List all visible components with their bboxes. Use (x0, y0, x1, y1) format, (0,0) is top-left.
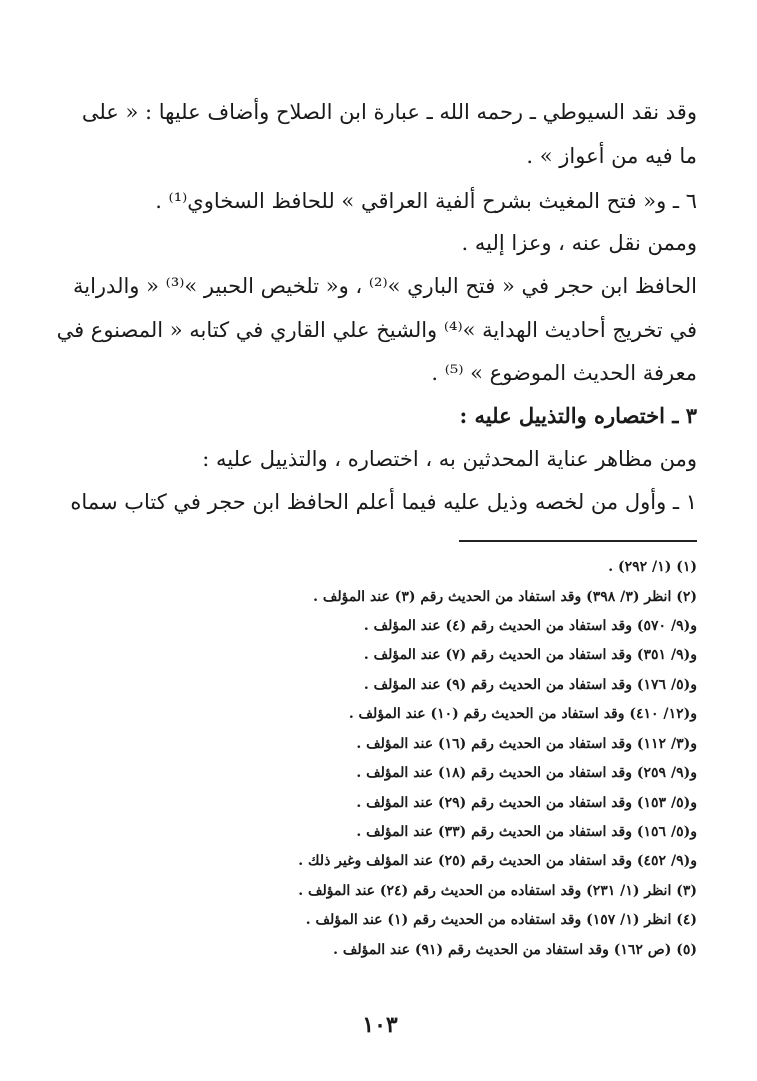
body-line-2: ما فيه من أعواز » . (526, 144, 697, 168)
page-number: ١٠٣ (362, 1012, 398, 1038)
body-line-9: ومن مظاهر عناية المحدثين به ، اختصاره ، والتذييل عليه : (202, 447, 697, 471)
footnote-line: (٥) (ص ١٦٢) وقد استفاد من الحديث رقم (٩١) عند المؤلف . (333, 942, 697, 958)
body-line-5: الحافظ ابن حجر في « فتح الباري »⁽²⁾ ، و« تلخيص الحبير »⁽³⁾ « والدراية (72, 274, 697, 298)
footnote-line: و(٩/ ٢٥٩) وقد استفاد من الحديث رقم (١٨) عند المؤلف . (356, 765, 697, 781)
body-line-10: ١ ـ وأول من لخصه وذيل عليه فيما أعلم الحافظ ابن حجر في كتاب سماه (70, 490, 697, 514)
body-line-1: وقد نقد السيوطي ـ رحمه الله ـ عبارة ابن الصلاح وأضاف عليها : « على (81, 100, 697, 124)
body-line-4: وممن نقل عنه ، وعزا إليه . (461, 231, 697, 255)
body-line-7: معرفة الحديث الموضوع » ⁽⁵⁾ . (431, 361, 697, 385)
footnote-line: (١) (١/ ٢٩٢) . (608, 559, 697, 575)
body-line-3: ٦ ـ و« فتح المغيث بشرح ألفية العراقي » للحافظ السخاوي⁽¹⁾ . (155, 189, 697, 213)
footnote-line: و(٩/ ٤٥٢) وقد استفاد من الحديث رقم (٢٥) عند المؤلف وغير ذلك . (298, 853, 697, 869)
footnote-line: و(١٢/ ٤١٠) وقد استفاد من الحديث رقم (١٠) عند المؤلف . (348, 706, 697, 722)
footnote-line: (٤) انظر (١/ ١٥٧) وقد استفاده من الحديث رقم (١) عند المؤلف . (305, 912, 697, 928)
footnote-line: و(٣/ ١١٢) وقد استفاد من الحديث رقم (١٦) عند المؤلف . (356, 736, 697, 752)
footnote-line: (٣) انظر (١/ ٢٣١) وقد استفاده من الحديث رقم (٢٤) عند المؤلف . (298, 883, 697, 899)
footnote-line: (٢) انظر (٣/ ٣٩٨) وقد استفاد من الحديث رقم (٣) عند المؤلف . (313, 589, 697, 605)
footnote-line: و(٥/ ١٥٣) وقد استفاد من الحديث رقم (٢٩) عند المؤلف . (356, 795, 697, 811)
footnote-line: و(٩/ ٥٧٠) وقد استفاد من الحديث رقم (٤) عند المؤلف . (363, 618, 697, 634)
footnote-line: و(٥/ ١٥٦) وقد استفاد من الحديث رقم (٣٣) عند المؤلف . (356, 824, 697, 840)
footnote-line: و(٩/ ٣٥١) وقد استفاد من الحديث رقم (٧) عند المؤلف . (363, 647, 697, 663)
body-line-6: في تخريج أحاديث الهداية »⁽⁴⁾ والشيخ علي القاري في كتابه « المصنوع في (56, 318, 697, 342)
footnote-divider (459, 540, 697, 542)
section-heading: ٣ ـ اختصاره والتذييل عليه : (459, 403, 697, 428)
footnote-line: و(٥/ ١٧٦) وقد استفاد من الحديث رقم (٩) عند المؤلف . (363, 677, 697, 693)
